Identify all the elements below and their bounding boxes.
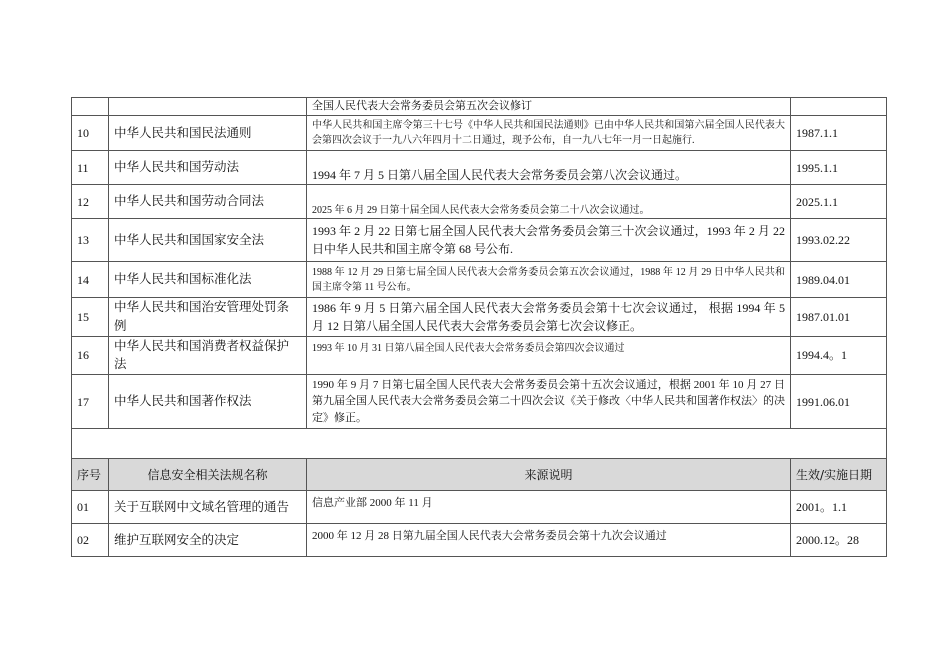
row-number: 16 — [72, 336, 109, 375]
law-name: 中华人民共和国国家安全法 — [109, 219, 307, 262]
table-row — [72, 491, 887, 524]
table-row — [72, 375, 887, 429]
table-row — [72, 185, 887, 219]
row-number — [72, 98, 109, 116]
law-name: 中华人民共和国民法通则 — [109, 116, 307, 151]
effective-date — [791, 98, 887, 116]
effective-date: 1989.04.01 — [791, 262, 887, 298]
table-row — [72, 336, 887, 375]
header-row — [72, 459, 887, 491]
law-name: 关于互联网中文域名管理的通告 — [109, 491, 307, 524]
source-description: 1990 年 9 月 7 日第七届全国人民代表大会常务委员会第十五次会议通过，根据 2001 年 10 月 27 日第九届全国人民代表大会常务委员会第二十四次会议《关于修改〈中华人民共和国著作权法〉的决定》修正。 — [307, 375, 791, 429]
source-description: 1994 年 7 月 5 日第八届全国人民代表大会常务委员会第八次会议通过。 — [307, 151, 791, 185]
source-description: 全国人民代表大会常务委员会第五次会议修订 — [307, 98, 791, 116]
law-name: 中华人民共和国治安管理处罚条例 — [109, 298, 307, 337]
law-name — [109, 98, 307, 116]
column-header-source: 来源说明 — [307, 459, 791, 491]
row-number: 12 — [72, 185, 109, 219]
row-number: 14 — [72, 262, 109, 298]
table-row — [72, 98, 887, 116]
column-header-name: 信息安全相关法规名称 — [109, 459, 307, 491]
source-description: 信息产业部 2000 年 11 月 — [307, 491, 791, 524]
column-header-date: 生效/实施日期 — [791, 459, 887, 491]
law-name: 中华人民共和国消费者权益保护法 — [109, 336, 307, 375]
column-header-number: 序号 — [72, 459, 109, 491]
effective-date: 2000.12。28 — [791, 524, 887, 557]
row-number: 11 — [72, 151, 109, 185]
source-description: 1986 年 9 月 5 日第六届全国人民代表大会常务委员会第十七次会议通过， 根据 1994 年 5 月 12 日第八届全国人民代表大会常务委员会第七次会议修正。 — [307, 298, 791, 337]
effective-date: 1987.01.01 — [791, 298, 887, 337]
empty-cell — [72, 429, 887, 459]
row-number: 10 — [72, 116, 109, 151]
source-description: 2025 年 6 月 29 日第十届全国人民代表大会常务委员会第二十八次会议通过。 — [307, 185, 791, 219]
source-description: 1993 年 10 月 31 日第八届全国人民代表大会常务委员会第四次会议通过 — [307, 336, 791, 375]
row-number: 13 — [72, 219, 109, 262]
source-description: 1988 年 12 月 29 日第七届全国人民代表大会常务委员会第五次会议通过，1988 年 12 月 29 日中华人民共和国主席令第 11 号公布。 — [307, 262, 791, 298]
law-name: 中华人民共和国劳动法 — [109, 151, 307, 185]
effective-date: 1995.1.1 — [791, 151, 887, 185]
row-number: 15 — [72, 298, 109, 337]
table-row — [72, 151, 887, 185]
table-row — [72, 298, 887, 337]
source-description: 1993 年 2 月 22 日第七届全国人民代表大会常务委员会第三十次会议通过，1993 年 2 月 22 日中华人民共和国主席令第 68 号公布. — [307, 219, 791, 262]
spacer-row — [72, 429, 887, 459]
table-row — [72, 262, 887, 298]
effective-date: 2001。1.1 — [791, 491, 887, 524]
effective-date: 1993.02.22 — [791, 219, 887, 262]
law-name: 中华人民共和国著作权法 — [109, 375, 307, 429]
row-number: 02 — [72, 524, 109, 557]
effective-date: 1987.1.1 — [791, 116, 887, 151]
row-number: 01 — [72, 491, 109, 524]
effective-date: 1994.4。1 — [791, 336, 887, 375]
regulations-table — [71, 97, 887, 557]
table-row — [72, 219, 887, 262]
effective-date: 2025.1.1 — [791, 185, 887, 219]
effective-date: 1991.06.01 — [791, 375, 887, 429]
law-name: 中华人民共和国标准化法 — [109, 262, 307, 298]
source-description: 中华人民共和国主席令第三十七号《中华人民共和国民法通则》已由中华人民共和国第六届全国人民代表大会第四次会议于一九八六年四月十二日通过，现予公布，自一九八七年一月一日起施行. — [307, 116, 791, 151]
law-name: 中华人民共和国劳动合同法 — [109, 185, 307, 219]
table-row — [72, 524, 887, 557]
source-description: 2000 年 12 月 28 日第九届全国人民代表大会常务委员会第十九次会议通过 — [307, 524, 791, 557]
table-row — [72, 116, 887, 151]
row-number: 17 — [72, 375, 109, 429]
law-name: 维护互联网安全的决定 — [109, 524, 307, 557]
